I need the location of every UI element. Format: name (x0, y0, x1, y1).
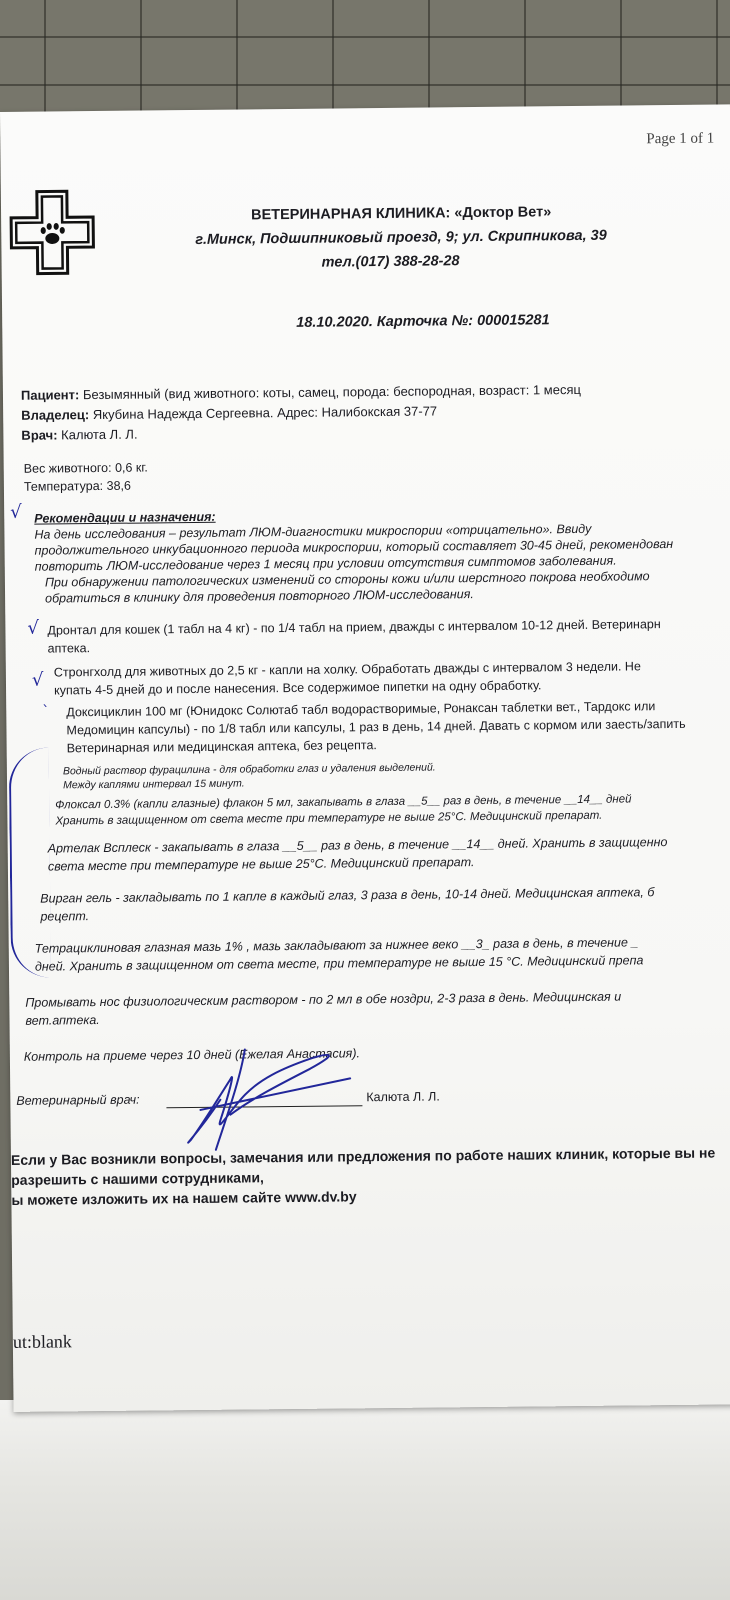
about-blank-text: ut:blank (12, 1331, 72, 1352)
doctor-label: Врач: (21, 427, 58, 443)
recs-heading: Рекомендации и назначения: (34, 509, 216, 526)
stronghold-line: Стронгхолд для животных до 2,5 кг - капли на холку. Обработать дважды с интервалом 3 недели. Не (53, 659, 641, 680)
recs-line: При обнаружении патологических изменений со стороны кожи и/или шерстного покрова необходимо (44, 569, 650, 590)
vet-label: Ветеринарный врач: (16, 1092, 140, 1108)
control-line: Контроль на приеме через 10 дней (Ежелая Анастасия). (23, 1046, 360, 1064)
handwritten-signature (160, 1038, 361, 1160)
weight: Вес животного: 0,6 кг. (23, 460, 148, 476)
virgan-line: Вирган гель - закладывать по 1 капле в каждый глаз, 3 раза в день, 10-14 дней. Медицинская аптека, б (40, 885, 655, 906)
owner-label: Владелец: (21, 407, 90, 423)
furacilin-line: Водный раствор фурацилина - для обработки глаз и удаления выделений. (62, 761, 436, 778)
clinic-name: ВЕТЕРИНАРНАЯ КЛИНИКА: «Доктор Вет» (251, 204, 552, 224)
owner-line (21, 403, 437, 422)
tetra-line: дней. Хранить в защищенном от света месте, при температуре не выше 15 °С. Медицинский препа (34, 953, 644, 974)
clinic-address: г.Минск, Подшипниковый проезд, 9; ул. Скрипникова, 39 (195, 227, 607, 248)
doxy-line: Ветеринарная или медицинская аптека, без рецепта. (66, 738, 377, 756)
furacilin-line: Между каплями интервал 15 минут. (62, 777, 245, 792)
artelac-line: света месте при температуре не выше 25°С. Медицинский препарат. (47, 855, 475, 874)
doctor-line (21, 427, 137, 443)
recs-line: продолжительного инкубационного периода микроспории, который составляет 30-45 дней, рекомендован (34, 536, 674, 558)
nose-line: Промывать нос физиологическим раствором - по 2 мл в обе ноздри, 2-3 раза в день. Медицинская и (25, 989, 622, 1010)
virgan-line: рецепт. (40, 909, 90, 924)
recs-line: На день исследования – результат ЛЮМ-диагностики микроспории «отрицательно». Ввиду (34, 521, 592, 542)
clinic-cross-logo (9, 189, 96, 276)
tetra-line: Тетрациклиновая глазная мазь 1% , мазь закладывают за нижнее веко __3_ раза в день, в течение _ (34, 935, 639, 956)
footer-line: ы можете изложить их на нашем сайте www.dv.by (11, 1188, 357, 1208)
footer-line: разрешить с нашими сотрудниками, (11, 1169, 264, 1188)
check-mark-2: √ (27, 617, 40, 639)
check-mark-1: √ (10, 501, 22, 523)
drontal-line: аптека. (47, 641, 91, 656)
plastic-background (0, 1400, 730, 1600)
document-page (0, 104, 730, 1412)
floxal-line: Флоксал 0.3% (капли глазные) флакон 5 мл, закапывать в глаза __5__ раз в день, в течение __14__ дней (55, 793, 632, 812)
owner-value: Якубина Надежда Сергеевна. Адрес: Налибокская 37-77 (92, 403, 438, 423)
date-card-number: 18.10.2020. Карточка №: 000015281 (296, 312, 550, 331)
check-mark-3: √ (31, 669, 44, 691)
footer-line: Если у Вас возникли вопросы, замечания или предложения по работе наших клиник, которые вы не (10, 1144, 716, 1168)
floxal-line: Хранить в защищенном от света месте при температуре не выше 25°С. Медицинский препарат. (55, 809, 603, 828)
doctor-value: Калюта Л. Л. (61, 426, 138, 443)
recs-line: повторить ЛЮМ-исследование через 1 месяц при условии отсутствия симптомов заболевания. (34, 553, 617, 574)
paw-icon (41, 223, 65, 244)
patient-line (21, 382, 581, 403)
artelac-line: Артелак Всплеск - закапывать в глаза __5__ раз в день, в течение __14__ дней. Хранить в защищенно (47, 835, 668, 856)
nose-line: вет.аптека. (25, 1013, 100, 1028)
patient-label: Пациент: (20, 387, 80, 403)
clinic-phone: тел.(017) 388-28-28 (321, 253, 460, 271)
doxy-line: Медомицин капсулы) - по 1/8 табл или капсулы, 1 раз в день, 14 дней. Давать с кормом или заесть/запить (66, 716, 686, 738)
drontal-line: Дронтал для кошек (1 табл на 4 кг) - по 1/4 табл на прием, дважды с интервалом 10-12 дней. Ветеринарн (47, 617, 661, 638)
vet-name: Калюта Л. Л. (366, 1089, 440, 1105)
recs-line: обратиться в клинику для проведения повторного ЛЮМ-исследования. (45, 587, 474, 606)
page-number: Page 1 of 1 (646, 130, 715, 148)
stronghold-line: купать 4-5 дней до и после нанесения. Все содержимое пипетки на одну обработку. (53, 678, 542, 698)
check-mark-4: ` (42, 703, 50, 720)
patient-value: Безымянный (вид животного: коты, самец, порода: беспородная, возраст: 1 месяц (82, 381, 581, 403)
doxy-line: Доксициклин 100 мг (Юнидокс Солютаб табл водорастворимые, Ронаксан таблетки вет., Тардокс или (66, 699, 656, 720)
temperature: Температура: 38,6 (23, 478, 131, 494)
